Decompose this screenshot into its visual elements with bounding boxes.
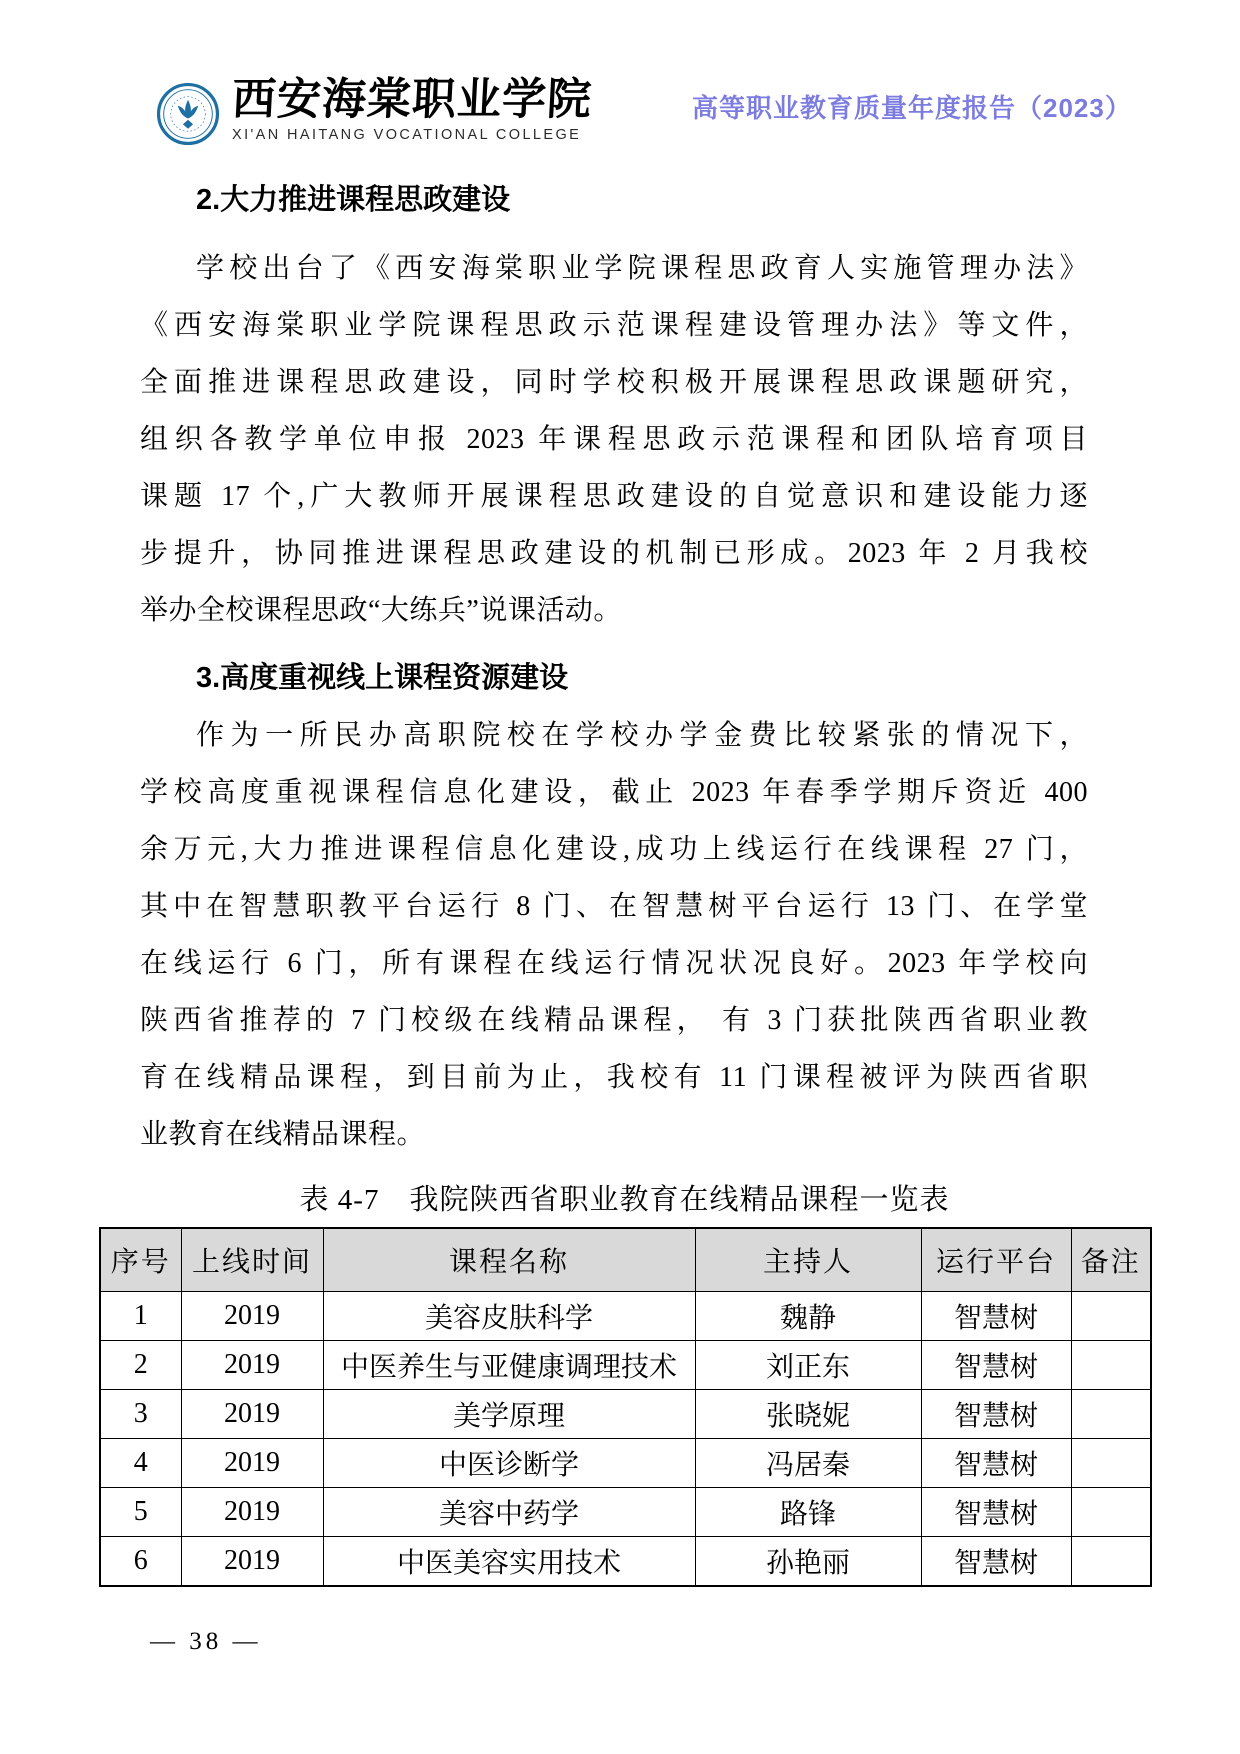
page-number: — 38 — (150, 1628, 262, 1655)
text-line: 《西安海棠职业学院课程思政示范课程建设管理办法》等文件， (140, 310, 1088, 341)
table-cell: 中医诊断学 (323, 1439, 695, 1488)
table-cell: 中医养生与亚健康调理技术 (323, 1341, 695, 1390)
column-header: 课程名称 (323, 1228, 695, 1292)
table-cell: 2019 (181, 1537, 323, 1587)
section-heading-2: 2.大力推进课程思政建设 (196, 184, 511, 216)
text-line: 在线运行 6 门，所有课程在线运行情况状况良好。2023 年学校向 (140, 948, 1088, 979)
paragraph-2 (140, 707, 1088, 1163)
table-cell: 美容皮肤科学 (323, 1292, 695, 1341)
column-header: 运行平台 (921, 1228, 1071, 1292)
college-name-en: XI'AN HAITANG VOCATIONAL COLLEGE (232, 127, 582, 143)
table-cell: 路锋 (695, 1488, 921, 1537)
table-cell: 3 (100, 1390, 181, 1439)
table-cell: 4 (100, 1439, 181, 1488)
table-cell: 2019 (181, 1390, 323, 1439)
table-cell: 智慧树 (921, 1292, 1071, 1341)
table-cell (1071, 1488, 1151, 1537)
table-cell: 刘正东 (695, 1341, 921, 1390)
table-cell: 智慧树 (921, 1341, 1071, 1390)
text-line: 举办全校课程思政“大练兵”说课活动。 (140, 595, 622, 626)
table-row (100, 1390, 1151, 1439)
text-line: 陕西省推荐的 7 门校级在线精品课程， 有 3 门获批陕西省职业教 (140, 1005, 1088, 1036)
column-header: 上线时间 (181, 1228, 323, 1292)
table-cell: 孙艳丽 (695, 1537, 921, 1587)
table-cell (1071, 1390, 1151, 1439)
text-line: 步提升，协同推进课程思政建设的机制已形成。2023 年 2 月我校 (140, 538, 1088, 569)
table-header-row (100, 1228, 1151, 1292)
text-line: 全面推进课程思政建设，同时学校积极开展课程思政课题研究， (140, 367, 1088, 398)
text-line: 学校出台了《西安海棠职业学院课程思政育人实施管理办法》 (196, 253, 1088, 284)
section-heading-3: 3.高度重视线上课程资源建设 (196, 662, 569, 694)
table-row (100, 1292, 1151, 1341)
table-cell: 智慧树 (921, 1537, 1071, 1587)
table-cell (1071, 1537, 1151, 1587)
table-cell: 2019 (181, 1488, 323, 1537)
table-cell: 美容中药学 (323, 1488, 695, 1537)
table-row (100, 1537, 1151, 1587)
table-cell (1071, 1341, 1151, 1390)
text-line: 业教育在线精品课程。 (140, 1119, 426, 1150)
text-line: 余万元,大力推进课程信息化建设,成功上线运行在线课程 27 门， (140, 834, 1088, 865)
seal-flower-icon (178, 100, 198, 129)
college-brand (232, 76, 612, 143)
table-cell: 美学原理 (323, 1390, 695, 1439)
college-seal-logo (156, 82, 220, 146)
table-cell: 1 (100, 1292, 181, 1341)
table-row (100, 1439, 1151, 1488)
column-header: 序号 (100, 1228, 181, 1292)
courses-table (99, 1227, 1152, 1587)
table-cell: 5 (100, 1488, 181, 1537)
text-line: 组织各教学单位申报 2023 年课程思政示范课程和团队培育项目 (140, 424, 1088, 455)
table-row (100, 1488, 1151, 1537)
table-cell: 2019 (181, 1341, 323, 1390)
report-title: 高等职业教育质量年度报告（2023） (692, 93, 1132, 123)
table-row (100, 1341, 1151, 1390)
table-cell: 2019 (181, 1439, 323, 1488)
column-header: 主持人 (695, 1228, 921, 1292)
table-cell: 2 (100, 1341, 181, 1390)
paragraph-1 (140, 240, 1088, 639)
college-name-cn: 西安海棠职业学院 (230, 75, 594, 124)
table-cell: 中医美容实用技术 (323, 1537, 695, 1587)
text-line: 作为一所民办高职院校在学校办学金费比较紧张的情况下， (196, 720, 1088, 751)
table-cell: 智慧树 (921, 1488, 1071, 1537)
table-cell: 张晓妮 (695, 1390, 921, 1439)
text-line: 其中在智慧职教平台运行 8 门、在智慧树平台运行 13 门、在学堂 (140, 891, 1088, 922)
table-cell: 冯居秦 (695, 1439, 921, 1488)
table-cell (1071, 1292, 1151, 1341)
table-cell: 6 (100, 1537, 181, 1587)
table-cell: 智慧树 (921, 1439, 1071, 1488)
table-cell (1071, 1439, 1151, 1488)
text-line: 学校高度重视课程信息化建设，截止 2023 年春季学期斥资近 400 (140, 777, 1088, 808)
table-cell: 智慧树 (921, 1390, 1071, 1439)
table-cell: 2019 (181, 1292, 323, 1341)
text-line: 课题 17 个,广大教师开展课程思政建设的自觉意识和建设能力逐 (140, 481, 1088, 512)
table-cell: 魏静 (695, 1292, 921, 1341)
table-caption: 表 4-7 我院陕西省职业教育在线精品课程一览表 (299, 1184, 950, 1216)
text-line: 育在线精品课程，到目前为止，我校有 11 门课程被评为陕西省职 (140, 1062, 1088, 1093)
column-header: 备注 (1071, 1228, 1151, 1292)
